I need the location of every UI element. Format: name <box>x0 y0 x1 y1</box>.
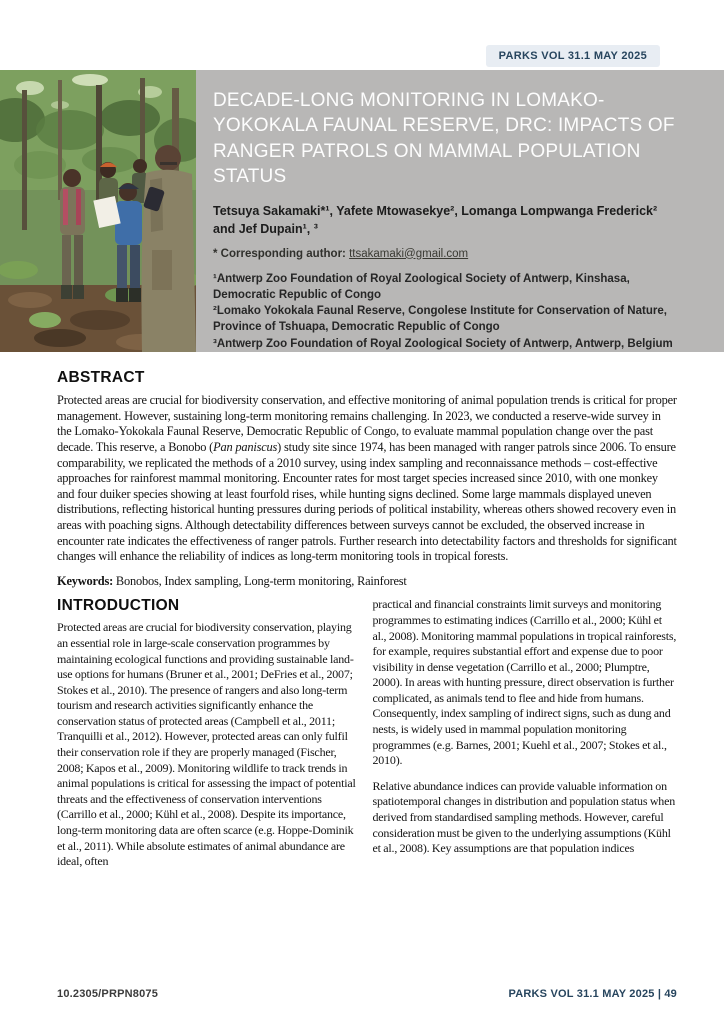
article-body <box>0 369 724 870</box>
introduction-paragraph-2: Relative abundance indices can provide valuable information on spatiotemporal changes in distribution and population status when derived from standardised sampling methods. However, careful consideration must be given to the underlying assumptions (Kühl et al., 2008). Key assumptions are that population indices <box>372 778 676 856</box>
left-column <box>57 597 362 870</box>
introduction-heading: INTRODUCTION <box>57 597 180 615</box>
abstract-text-post: ) study site since 1974, has been managed with ranger patrols since 2006. To ensure comparability, we replicated the methods of a 2010 survey, using index sampling and reconnaissance methods – cost-effective approaches for rainforest mammal monitoring. Encounter rates for most target species increased since 2010, with one monkey and four duiker species showing at least fourfold rises, while hunting signs declined. Some large mammals displayed uneven distributions, reflecting historical hunting pressures during periods of political instability, whereas others showed recovery even in areas with poaching signs. Although detectability differences between surveys cannot be excluded, the observed increase in encounter rate indicates the effectiveness of ranger patrols. Further research into detectability factors and thresholds for significant changes will enhance the reliability of indices as long-term monitoring tools in tropical forests. <box>57 439 677 564</box>
introduction-section <box>57 597 677 870</box>
abstract-paragraph <box>57 393 677 565</box>
affiliations <box>213 271 676 353</box>
abstract-text-pre: Protected areas are crucial for biodiversity conservation, and effective monitoring of animal population trends is critical for proper management. However, sustaining long-term monitoring remains challenging. In 2023, we conducted a reserve-wide survey in the Lomako-Yokokala Faunal Reserve, Democratic Republic of Congo, to evaluate mammal population change over the past decade. This reserve, a Bonobo ( <box>57 393 677 454</box>
field-photo <box>0 70 196 352</box>
affiliation-3: ³Antwerp Zoo Foundation of Royal Zoological Society of Antwerp, Antwerp, Belgium <box>213 337 673 350</box>
masthead-row <box>0 0 724 67</box>
keywords-line <box>57 574 677 590</box>
article-title: DECADE-LONG MONITORING IN LOMAKO-YOKOKALA FAUNAL RESERVE, DRC: IMPACTS OF RANGER PATROLS ON MAMMAL POPULATION STATUS <box>213 90 675 187</box>
author-line: Tetsuya Sakamaki*¹, Yafete Mtowasekye², Lomanga Lompwanga Frederick² and Jef Dupain¹, ³ <box>213 204 658 237</box>
corresponding-email-link[interactable]: ttsakamaki@gmail.com <box>349 247 469 260</box>
introduction-paragraph-1-right: practical and financial constraints limit surveys and monitoring programmes to estimating indices (Carrillo et al., 2000; Kühl et al., 2008). Monitoring mammal populations in tropical rainforests, for example, requires substantial effort and expense due to poor visibility in dense vegetation (Carrillo et al., 2000; Plumptre, 2000). In areas with hunting pressure, direct observation is further complicated, as animals tend to flee and hide from humans. Consequently, index sampling of indirect signs, such as dung and nests, is widely used in mammal population monitoring programmes (e.g. Barnes, 2001; Kuehl et al., 2007; Stokes et al., 2010). <box>372 597 677 768</box>
title-block <box>196 70 724 352</box>
corresponding-label: * Corresponding author: <box>213 247 346 260</box>
journal-page-number: PARKS VOL 31.1 MAY 2025 | 49 <box>508 988 677 1000</box>
two-column-layout <box>57 597 677 870</box>
abstract-heading: ABSTRACT <box>57 369 145 387</box>
page-footer <box>57 988 677 1000</box>
doi-label: 10.2305/PRPN8075 <box>57 988 159 1000</box>
issue-badge: PARKS VOL 31.1 MAY 2025 <box>486 45 660 67</box>
right-column <box>373 597 678 870</box>
introduction-paragraph-1-left: Protected areas are crucial for biodiversity conservation, playing an essential role in large-scale conservation programmes by maintaining ecological functions and providing sustainable land-use options for humans (Bruner et al., 2001; DeFries et al., 2007; Stokes et al., 2010). The presence of rangers and also long-term tourism and research activities significantly enhance the conservation status of protected areas (Campbell et al., 2011; Tranquilli et al., 2012). However, protected areas can only fulfil their conservation role if they are properly managed (Fischer, 2008; Kapos et al., 2009). Monitoring wildlife to track trends in animal populations is critical for assessing the impact of potential threats and the effectiveness of conservation interventions (Carrillo et al., 2000; Kühl et al., 2008). Despite its importance, long-term monitoring data are often scarce (e.g. Hoppe-Dominik et al., 2011). While absolute estimates of animal abundance are ideal, often <box>57 620 356 869</box>
field-photo-illustration <box>0 70 196 352</box>
article-header <box>0 70 724 352</box>
keywords-list: Bonobos, Index sampling, Long-term monitoring, Rainforest <box>115 573 407 588</box>
affiliation-1: ¹Antwerp Zoo Foundation of Royal Zoological Society of Antwerp, Kinshasa, Democratic Republic of Congo <box>213 272 630 301</box>
keywords-label: Keywords: <box>57 573 114 588</box>
corresponding-author-line <box>213 248 676 260</box>
abstract-species-name: Pan paniscus <box>213 439 278 454</box>
affiliation-2: ²Lomako Yokokala Faunal Reserve, Congolese Institute for Conservation of Nature, Province of Tshuapa, Democratic Republic of Congo <box>213 305 667 334</box>
